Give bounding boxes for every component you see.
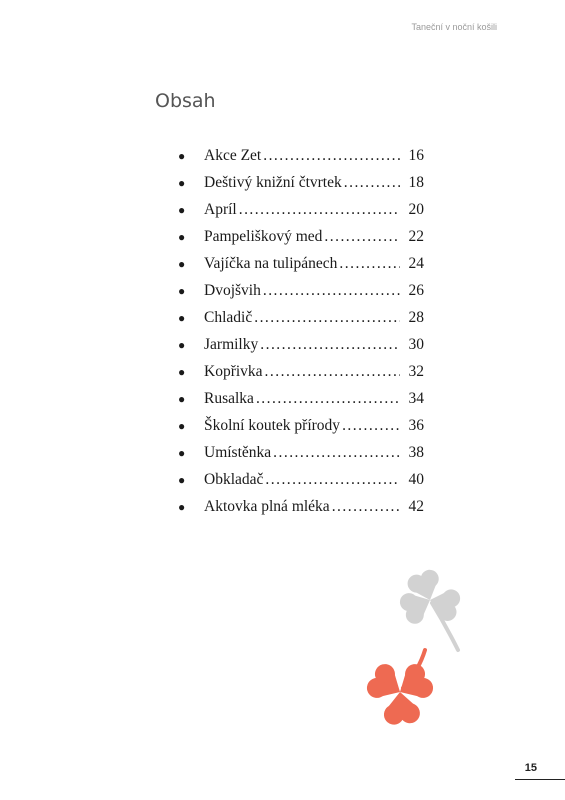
red-clover-icon xyxy=(363,650,436,725)
bullet-icon: ● xyxy=(178,149,186,163)
bullet-icon: ● xyxy=(178,500,186,514)
page-number: 15 xyxy=(524,762,537,774)
toc-item-page: 34 xyxy=(408,390,424,407)
gray-clover-icon xyxy=(397,567,462,650)
dot-leader xyxy=(263,277,400,304)
toc-item-label: Obkladač xyxy=(204,471,264,488)
dot-leader xyxy=(254,304,400,331)
toc-item-page: 38 xyxy=(408,444,424,461)
toc-item-page: 32 xyxy=(408,363,424,380)
toc-item[interactable] xyxy=(178,196,424,223)
toc-item-label: Kopřivka xyxy=(204,363,263,380)
toc-item-label: Deštivý knižní čtvrtek xyxy=(204,174,342,191)
toc-item[interactable] xyxy=(178,142,424,169)
dot-leader xyxy=(260,331,400,358)
toc-item[interactable] xyxy=(178,385,424,412)
bullet-icon: ● xyxy=(178,392,186,406)
toc-item[interactable] xyxy=(178,169,424,196)
dot-leader xyxy=(265,358,400,385)
toc-item-label: Chladič xyxy=(204,309,253,326)
page-title: Obsah xyxy=(155,90,216,112)
bullet-icon: ● xyxy=(178,446,186,460)
bullet-icon: ● xyxy=(178,176,186,190)
toc-item[interactable] xyxy=(178,493,424,520)
toc-item-page: 28 xyxy=(408,309,424,326)
running-head: Taneční v noční košili xyxy=(411,22,497,32)
dot-leader xyxy=(263,142,400,169)
dot-leader xyxy=(273,439,400,466)
bullet-icon: ● xyxy=(178,311,186,325)
toc-item-page: 30 xyxy=(408,336,424,353)
toc-item-page: 16 xyxy=(408,147,424,164)
dot-leader xyxy=(339,250,400,277)
toc-item-page: 26 xyxy=(408,282,424,299)
toc-item[interactable] xyxy=(178,412,424,439)
toc-item-page: 18 xyxy=(408,174,424,191)
toc-item-label: Dvojšvih xyxy=(204,282,261,299)
page-number-rule xyxy=(515,779,565,780)
toc-item-label: Akce Zet xyxy=(204,147,262,164)
dot-leader xyxy=(324,223,400,250)
toc-item[interactable] xyxy=(178,439,424,466)
toc-item[interactable] xyxy=(178,223,424,250)
toc-item-page: 36 xyxy=(408,417,424,434)
toc-item-page: 42 xyxy=(408,498,424,515)
toc-item-label: Apríl xyxy=(204,201,237,218)
toc-item-label: Vajíčka na tulipánech xyxy=(204,255,338,272)
toc-item-label: Školní koutek přírody xyxy=(204,417,341,434)
bullet-icon: ● xyxy=(178,338,186,352)
bullet-icon: ● xyxy=(178,203,186,217)
toc-item[interactable] xyxy=(178,466,424,493)
toc-item-label: Aktovka plná mléka xyxy=(204,498,330,515)
bullet-icon: ● xyxy=(178,473,186,487)
toc-item-page: 20 xyxy=(408,201,424,218)
toc-item-label: Jarmilky xyxy=(204,336,259,353)
toc-item-page: 24 xyxy=(408,255,424,272)
dot-leader xyxy=(256,385,400,412)
bullet-icon: ● xyxy=(178,230,186,244)
dot-leader xyxy=(342,412,400,439)
clover-illustration xyxy=(355,555,485,740)
toc-item[interactable] xyxy=(178,358,424,385)
toc-item-label: Rusalka xyxy=(204,390,254,407)
toc-item[interactable] xyxy=(178,331,424,358)
toc-item-page: 22 xyxy=(408,228,424,245)
toc-item-label: Pampeliškový med xyxy=(204,228,323,245)
toc-item-label: Umístěnka xyxy=(204,444,272,461)
dot-leader xyxy=(239,196,400,223)
toc-item-page: 40 xyxy=(408,471,424,488)
dot-leader xyxy=(344,169,400,196)
toc-item[interactable] xyxy=(178,250,424,277)
bullet-icon: ● xyxy=(178,284,186,298)
dot-leader xyxy=(265,466,400,493)
bullet-icon: ● xyxy=(178,257,186,271)
bullet-icon: ● xyxy=(178,419,186,433)
bullet-icon: ● xyxy=(178,365,186,379)
toc-item[interactable] xyxy=(178,304,424,331)
dot-leader xyxy=(332,493,400,520)
toc-item[interactable] xyxy=(178,277,424,304)
table-of-contents xyxy=(178,142,424,520)
